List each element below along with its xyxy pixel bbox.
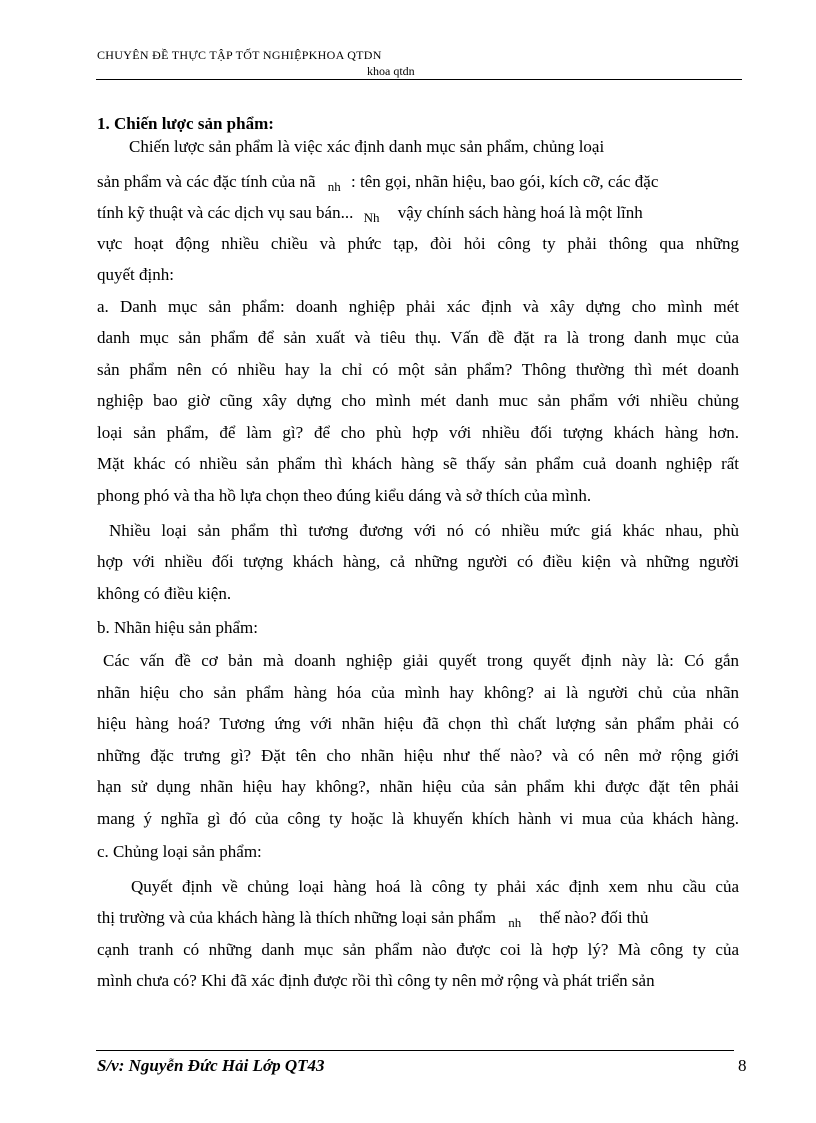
subheading-line: a. Danh mục sản phẩm: doanh nghiệp phải xác định và xây dựng cho mình mét: [97, 297, 739, 316]
paragraph-line: [97, 172, 658, 193]
text-run: thị trường và của khách hàng là thích những loại sản phẩm: [97, 908, 496, 927]
paragraph-line: cạnh tranh có những danh mục sản phẩm nào được coi là hợp lý? Mà công ty của: [97, 940, 739, 959]
paragraph-line: hiệu hàng hoá? Tương ứng với nhãn hiệu đã chọn thì chất lượng sản phẩm phải có: [97, 714, 739, 733]
paragraph-line: những đặc trưng gì? Đặt tên cho nhãn hiệu như thế nào? và có nên mở rộng giới: [97, 746, 739, 765]
paragraph-line: loại sản phẩm, để làm gì? để cho phù hợp với nhiều đối tượng khách hàng hơn.: [97, 423, 739, 442]
text-run: thế nào? đối thủ: [539, 908, 649, 927]
paragraph-line: nghiệp bao giờ cũng xây dựng cho mình mét danh muc sản phẩm với nhiều chủng: [97, 391, 739, 410]
text-run: tính kỹ thuật và các dịch vụ sau bán...: [97, 203, 354, 222]
text-run: sản phẩm và các đặc tính của nã: [97, 172, 316, 191]
paragraph-line: nhãn hiệu cho sản phẩm hàng hóa của mình hay không? ai là người chủ của nhãn: [97, 683, 739, 702]
text-run: nh: [327, 179, 341, 194]
text-run: nh: [508, 915, 522, 930]
paragraph-line: [97, 908, 649, 929]
paragraph-line: mình chưa có? Khi đã xác định được rồi thì công ty nên mở rộng và phát triển sản: [97, 971, 655, 990]
section-heading: 1. Chiến lược sản phẩm:: [97, 114, 274, 133]
footer-author: S/v: Nguyễn Đức Hải Lớp QT43: [97, 1056, 325, 1075]
paragraph-line: Chiến lược sản phẩm là việc xác định danh mục sản phẩm, chủng loại: [129, 137, 605, 156]
paragraph-line: quyết định:: [97, 265, 174, 284]
paragraph-line: danh mục sản phẩm để sản xuất và tiêu thụ. Vấn đề đặt ra là trong danh mục của: [97, 328, 739, 347]
header-divider: [96, 79, 742, 80]
subheading-line: c. Chủng loại sản phẩm:: [97, 842, 262, 861]
page-number: 8: [738, 1056, 747, 1075]
subheading-line: b. Nhãn hiệu sản phẩm:: [97, 618, 258, 637]
text-run: : tên gọi, nhãn hiệu, bao gói, kích cỡ, các đặc: [351, 172, 659, 191]
paragraph-line: Mặt khác có nhiều sản phẩm thì khách hàng sẽ thấy sản phẩm cuả doanh nghiệp rất: [97, 454, 739, 473]
paragraph-line: Quyết định về chủng loại hàng hoá là công ty phải xác định xem nhu cầu của: [131, 877, 739, 896]
paragraph-line: hợp với nhiều đối tượng khách hàng, cả những người có điều kiện và những người: [97, 552, 739, 571]
paragraph-line: Các vấn đề cơ bản mà doanh nghiệp giải quyết trong quyết định này là: Có gắn: [103, 651, 739, 670]
text-run: vậy chính sách hàng hoá là một lĩnh: [397, 203, 643, 222]
paragraph-line: [97, 203, 643, 224]
paragraph-line: phong phó và tha hồ lựa chọn theo đúng kiểu dáng và sở thích của mình.: [97, 486, 592, 505]
paragraph-line: Nhiều loại sản phẩm thì tương đương với nó có nhiều mức giá khác nhau, phù: [109, 521, 739, 540]
paragraph-line: không có điều kiện.: [97, 584, 232, 603]
footer-divider: [96, 1050, 734, 1051]
header-subtitle: khoa qtdn: [367, 64, 415, 78]
header-title: CHUYÊN ĐỀ THỰC TẬP TỐT NGHIỆPKHOA QTDN: [97, 48, 382, 62]
paragraph-line: hạn sử dụng nhãn hiệu hay không?, nhãn hiệu của sản phẩm khi được đặt tên phải: [97, 777, 739, 796]
paragraph-line: vực hoạt động nhiều chiều và phức tạp, đòi hỏi công ty phải thông qua những: [97, 234, 739, 253]
paragraph-line: mang ý nghĩa gì đó của công ty hoặc là khuyến khích hành vi mua của khách hàng.: [97, 809, 739, 828]
paragraph-line: sản phẩm nên có nhiều hay la chỉ có một sản phẩm? Thông thường thì mét doanh: [97, 360, 739, 379]
text-run: Nh: [363, 210, 380, 225]
